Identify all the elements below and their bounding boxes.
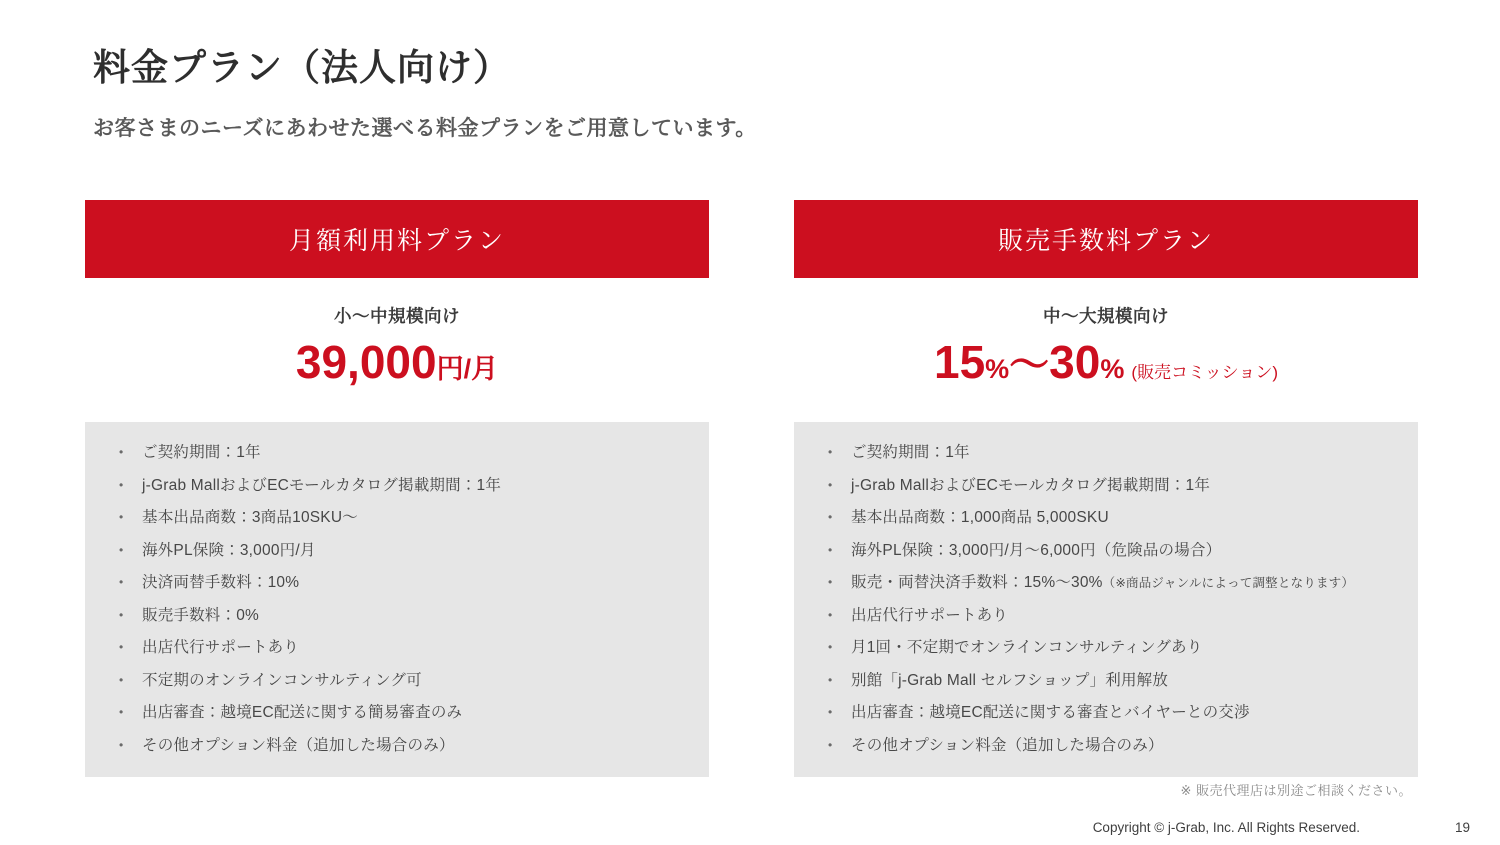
- list-item: [828, 637, 1394, 658]
- list-item: [119, 475, 685, 496]
- percent-sign: %: [1100, 354, 1125, 384]
- bullet-icon: •: [828, 705, 833, 719]
- list-item-text: 決済両替手数料：10%: [142, 574, 300, 591]
- page-title: 料金プラン（法人向け）: [93, 47, 511, 88]
- list-item-text: ご契約期間：1年: [142, 444, 261, 461]
- list-item: [828, 442, 1394, 463]
- list-item-text: 出店代行サポートあり: [851, 606, 1009, 624]
- plan-header-label: 販売手数料プラン: [997, 227, 1214, 255]
- list-item-text: その他オプション料金（追加した場合のみ）: [142, 736, 455, 754]
- plan-target: 中〜大規模向け: [1043, 306, 1169, 326]
- bullet-icon: •: [119, 672, 124, 687]
- list-item-text: 出店審査：越境EC配送に関する簡易審査のみ: [142, 704, 463, 721]
- plan-feature-list-monthly: [85, 422, 709, 777]
- list-item: [828, 670, 1394, 691]
- list-item: [828, 702, 1394, 723]
- list-item: [828, 507, 1394, 528]
- plan-summary-commission: [794, 278, 1418, 422]
- list-item-text: 海外PL保険：3,000円/月〜6,000円（危険品の場合）: [851, 541, 1222, 559]
- plan-feature-list-commission: [794, 422, 1418, 777]
- bullet-icon: •: [119, 607, 124, 622]
- list-item-text: 別館「j-Grab Mall セルフショップ」利用解放: [851, 671, 1169, 689]
- tilde-range: 〜: [1009, 343, 1050, 387]
- list-item-text: 不定期のオンラインコンサルティング可: [142, 671, 422, 689]
- bullet-icon: •: [119, 640, 124, 654]
- percent-sign: %: [985, 354, 1010, 384]
- list-item: [828, 475, 1394, 496]
- plan-summary-monthly: [85, 278, 709, 422]
- list-item: [828, 605, 1394, 626]
- bullet-icon: •: [119, 542, 124, 557]
- list-item-text: ご契約期間：1年: [851, 444, 970, 461]
- price-low: 15: [933, 336, 986, 388]
- list-item-text: 基本出品商数：3商品10SKU〜: [142, 509, 358, 526]
- price-high: 30: [1049, 336, 1101, 388]
- plan-card-commission: [794, 200, 1418, 777]
- list-item: [119, 702, 685, 723]
- bullet-icon: •: [828, 640, 833, 654]
- bullet-icon: •: [828, 575, 833, 589]
- bullet-icon: •: [119, 477, 124, 492]
- copyright: Copyright © j-Grab, Inc. All Rights Reserved.: [1092, 820, 1360, 835]
- page-subtitle: お客さまのニーズにあわせた選べる料金プランをご用意しています。: [93, 117, 757, 140]
- list-item: [119, 735, 685, 756]
- list-item-text: 販売・両替決済手数料：15%〜30%: [851, 574, 1103, 591]
- bullet-icon: •: [828, 672, 833, 687]
- list-item-text: 海外PL保険：3,000円/月: [142, 541, 316, 559]
- list-item-note: （※商品ジャンルによって調整となります）: [1102, 576, 1355, 590]
- footnote: ※ 販売代理店は別途ご相談ください。: [1180, 783, 1412, 798]
- bullet-icon: •: [828, 607, 833, 622]
- list-item: [119, 572, 685, 593]
- list-item: [119, 442, 685, 463]
- bullet-icon: •: [828, 510, 833, 524]
- list-item-text: 出店代行サポートあり: [142, 639, 300, 656]
- plan-header-monthly: [85, 200, 709, 278]
- plan-price: [85, 337, 709, 388]
- list-item-text: 月1回・不定期でオンラインコンサルティングあり: [851, 639, 1203, 656]
- bullet-icon: •: [119, 705, 124, 719]
- price-amount: 39,000: [295, 336, 437, 388]
- list-item: [119, 670, 685, 691]
- bullet-icon: •: [828, 737, 833, 752]
- bullet-icon: •: [828, 445, 833, 459]
- list-item-text: j-Grab MallおよびECモールカタログ掲載期間：1年: [142, 476, 502, 494]
- bullet-icon: •: [119, 510, 124, 524]
- list-item: [828, 540, 1394, 561]
- price-note: (販売コミッション): [1131, 363, 1279, 382]
- plan-cards: [85, 200, 1418, 777]
- plan-target: 小〜中規模向け: [334, 306, 460, 326]
- bullet-icon: •: [828, 542, 833, 557]
- list-item-text: 出店審査：越境EC配送に関する審査とバイヤーとの交渉: [851, 704, 1250, 721]
- list-item: [828, 735, 1394, 756]
- list-item-text: 基本出品商数：1,000商品 5,000SKU: [851, 509, 1109, 526]
- bullet-icon: •: [119, 737, 124, 752]
- plan-header-label: 月額利用料プラン: [288, 227, 505, 255]
- plan-header-commission: [794, 200, 1418, 278]
- list-item: [828, 572, 1394, 593]
- list-item-text: j-Grab MallおよびECモールカタログ掲載期間：1年: [851, 476, 1211, 494]
- page-number: 19: [1454, 820, 1470, 835]
- price-unit: 円/月: [436, 354, 499, 384]
- bullet-icon: •: [828, 477, 833, 492]
- list-item-text: 販売手数料：0%: [142, 606, 260, 624]
- bullet-icon: •: [119, 575, 124, 589]
- list-item-text: その他オプション料金（追加した場合のみ）: [851, 736, 1164, 754]
- list-item: [119, 637, 685, 658]
- plan-price: [794, 337, 1418, 388]
- bullet-icon: •: [119, 445, 124, 459]
- list-item: [119, 507, 685, 528]
- list-item: [119, 605, 685, 626]
- plan-card-monthly: [85, 200, 709, 777]
- list-item: [119, 540, 685, 561]
